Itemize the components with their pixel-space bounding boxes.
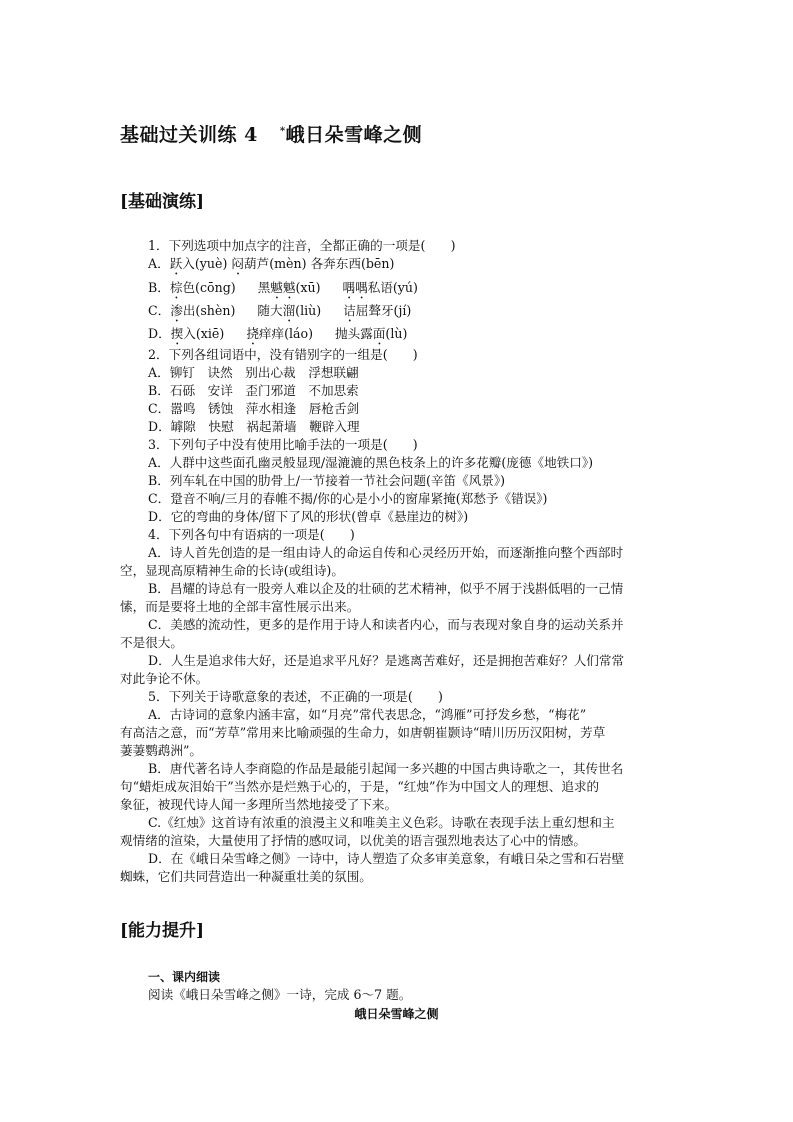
q1-option-d: D．揳入(xiē) 挠痒痒(láo) 抛头露面(lù)	[148, 326, 408, 341]
title-main: 基础过关训练 4	[120, 124, 258, 146]
q2-option-b: B．石砾 安详 歪门邪道 不加思索	[148, 383, 359, 398]
part1-heading: 一、课内细读	[148, 970, 221, 984]
q1-option-c: C．渗出(shèn) 随大溜(liù) 诘屈聱牙(jí)	[148, 303, 412, 318]
q2-option-d: D．罅隙 快慰 祸起萧墙 鞭辟入理	[148, 419, 360, 434]
q3-option-b: B．列车轧在中国的肋骨上/一节接着一节社会问题(辛笛《风景》)	[148, 473, 506, 488]
q2-option-c: C．嚣鸣 锈蚀 萍水相逢 唇枪舌剑	[148, 401, 360, 416]
q4-option-b-cont: 愫，而是要将土地的全部丰富性展示出来。	[120, 599, 360, 614]
q5-option-c-cont: 观情绪的渲染，大量使用了抒情的感叹词，以优美的语言强烈地表达了心中的情感。	[120, 833, 586, 848]
title-asterisk: *	[279, 125, 286, 137]
title-subject: 峨日朵雪峰之侧	[285, 124, 423, 146]
q5-option-b: B．唐代著名诗人李商隐的作品是最能引起闻一多兴趣的中国古典诗歌之一，其传世名	[148, 761, 624, 776]
q4-option-c: C．美感的流动性，更多的是作用于诗人和读者内心，而与表现对象自身的运动关系并	[148, 617, 624, 632]
q4-option-b: B．昌耀的诗总有一股旁人难以企及的壮硕的艺术精神，似乎不屑于浅斟低唱的一己情	[148, 581, 624, 596]
q1-option-b: B．棕色(cōng) 黑魆魆(xū) 喁喁私语(yú)	[148, 280, 418, 295]
q4-option-a-cont: 空，显现高原精神生命的长诗(或组诗)。	[120, 563, 344, 578]
q4-option-d-cont: 对此争论不休。	[120, 671, 209, 686]
q5-option-b-cont1: 句“蜡炬成灰泪始干”当然亦是烂熟于心的，于是，“红烛”作为中国文人的理想、追求的	[120, 779, 600, 794]
q2-stem: 2．下列各组词语中，没有错别字的一组是( )	[148, 347, 418, 362]
q5-option-a: A．古诗词的意象内涵丰富，如“月亮”常代表思念，“鸿雁”可抒发乡愁，“梅花”	[148, 707, 587, 722]
q1-option-a: A．跃入(yuè) 闷葫芦(mèn) 各奔东西(bēn)	[148, 256, 395, 271]
q5-stem: 5．下列关于诗歌意象的表述，不正确的一项是( )	[148, 689, 443, 704]
section-ability-heading: [能力提升]	[120, 921, 205, 941]
q4-option-c-cont: 不是很大。	[120, 635, 183, 650]
q1-stem: 1．下列选项中加点字的注音，全都正确的一项是( )	[148, 238, 456, 253]
poem-title: 峨日朵雪峰之侧	[354, 1007, 439, 1021]
q4-stem: 4．下列各句中有语病的一项是( )	[148, 527, 355, 542]
q5-option-d: D．在《峨日朵雪峰之侧》一诗中，诗人塑造了众多审美意象，有峨日朵之雪和石岩壁	[148, 851, 625, 866]
q5-option-c: C.《红烛》这首诗有浓重的浪漫主义和唯美主义色彩。诗歌在表现手法上重幻想和主	[148, 815, 615, 830]
q5-option-a-cont2: 萋萋鹦鹉洲”。	[120, 743, 203, 758]
q5-option-d-cont: 蜘蛛，它们共同营造出一种凝重壮美的氛围。	[120, 869, 372, 884]
q3-stem: 3．下列句子中没有使用比喻手法的一项是( )	[148, 437, 418, 452]
q3-option-a: A．人群中这些面孔幽灵般显现/湿漉漉的黑色枝条上的许多花瓣(庞德《地铁口》)	[148, 455, 594, 470]
q4-option-a: A．诗人首先创造的是一组由诗人的命运自传和心灵经历开始，而逐渐推向整个西部时	[148, 545, 624, 560]
part1-instruction: 阅读《峨日朵雪峰之侧》一诗，完成 6～7 题。	[148, 987, 412, 1002]
q5-option-a-cont1: 有高洁之意，而“芳草”常用来比喻顽强的生命力，如唐朝崔颢诗“晴川历历汉阳树，芳草	[120, 725, 606, 740]
q2-option-a: A．铆钉 诀然 别出心裁 浮想联翩	[148, 365, 359, 380]
page-title	[120, 120, 422, 147]
q3-option-d: D．它的弯曲的身体/留下了风的形状(曾卓《悬崖边的树》)	[148, 509, 469, 524]
q3-option-c: C．跫音不响/三月的春帷不揭/你的心是小小的窗扉紧掩(郑愁予《错误》)	[148, 491, 548, 506]
section-basic-heading: [基础演练]	[120, 192, 205, 212]
q5-option-b-cont2: 象征，被现代诗人闻一多理所当然地接受了下来。	[120, 797, 398, 812]
q4-option-d: D．人生是追求伟大好，还是追求平凡好？是逃离苦难好，还是拥抱苦难好？人们常常	[148, 653, 625, 668]
